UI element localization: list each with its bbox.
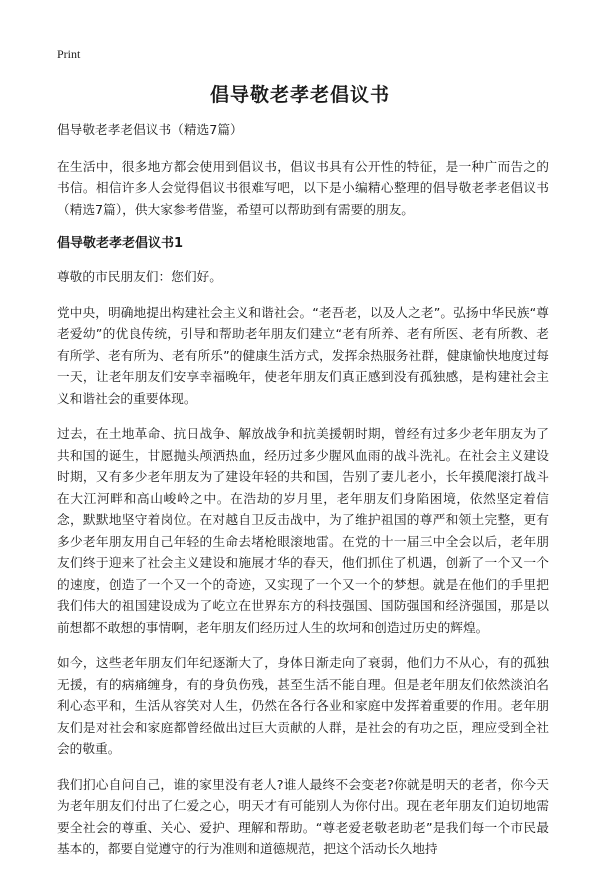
body-paragraph: 我们扪心自问自己，谁的家里没有老人?谁人最终不会变老?你就是明天的老者，你今天为老年朋友们付出了仁爱之心，明天才有可能别人为你付出。现在老年朋友们迫切地需要全社会的尊重、关心、爱护、理解和帮助。“尊老爱老敬老助老”是我们每一个市民最基本的，都要自觉遵守的行为准则和道德规范，把这个活动长久地持 xyxy=(57,776,549,856)
greeting-paragraph: 尊敬的市民朋友们：您们好。 xyxy=(57,269,222,284)
document-title: 倡导敬老孝老倡议书 xyxy=(209,84,390,106)
document-subtitle: 倡导敬老孝老倡议书（精选7篇） xyxy=(57,122,243,137)
body-paragraph: 过去，在土地革命、抗日战争、解放战争和抗美援朝时期，曾经有过多少老年朋友为了共和国的诞生，甘愿抛头颅洒热血，经历过多少腥风血雨的战斗洗礼。在社会主义建设时期，又有多少老年朋友为了建设年轻的共和国，告别了妻儿老小，长年摸爬滚打战斗在大江河畔和高山峻岭之中。在浩劫的岁月里，老年朋友们身陷困境，依然坚定着信念，默默地坚守着岗位。在对越自卫反击战中，为了维护祖国的尊严和领土完整，更有多少老年朋友用自己年轻的生命去堵枪眼滚地雷。在党的十一届三中全会以后，老年朋友们终于迎来了社会主义建设和施展才华的春天，他们抓住了机遇，创新了一个又一个的速度，创造了一个又一个的奇迹，又实现了一个又一个的梦想。就是在他们的手里把我们伟大的祖国建设成为了屹立在世界东方的科技强国、国防强国和经济强国，那是以前想都不敢想的事情啊，老年朋友们经历过人生的坎坷和创造过历史的辉煌。 xyxy=(57,426,549,635)
print-label: Print xyxy=(57,47,81,61)
body-paragraph: 党中央，明确地提出构建社会主义和谐社会。“老吾老，以及人之老”。弘扬中华民族“尊老爱幼”的优良传统，引导和帮助老年朋友们建立“老有所养、老有所医、老有所教、老有所学、老有所为、老有所乐”的健康生活方式，发挥余热服务社群，健康愉快地度过每一天，让老年朋友们安享幸福晚年，使老年朋友们真正感到没有孤独感，是构建社会主义和谐社会的重要体现。 xyxy=(57,304,549,406)
document-body xyxy=(57,119,549,874)
body-paragraph: 如今，这些老年朋友们年纪逐渐大了，身体日渐走向了衰弱，他们力不从心，有的孤独无援，有的病痛缠身，有的身负伤残，甚至生活不能自理。但是老年朋友们依然淡泊名利心态平和，生活从容笑对人生，仍然在各行各业和家庭中发挥着重要的作用。老年朋友们是对社会和家庭都曾经做出过巨大贡献的人群，是社会的有功之臣，理应受到全社会的敬重。 xyxy=(57,655,549,756)
section-heading: 倡导敬老孝老倡议书1 xyxy=(57,236,184,251)
intro-paragraph: 在生活中，很多地方都会使用到倡议书，倡议书具有公开性的特征，是一种广而告之的书信。相信许多人会觉得倡议书很难写吧，以下是小编精心整理的倡导敬老孝老倡议书（精选7篇），供大家参考借鉴，希望可以帮助到有需要的朋友。 xyxy=(57,158,549,217)
